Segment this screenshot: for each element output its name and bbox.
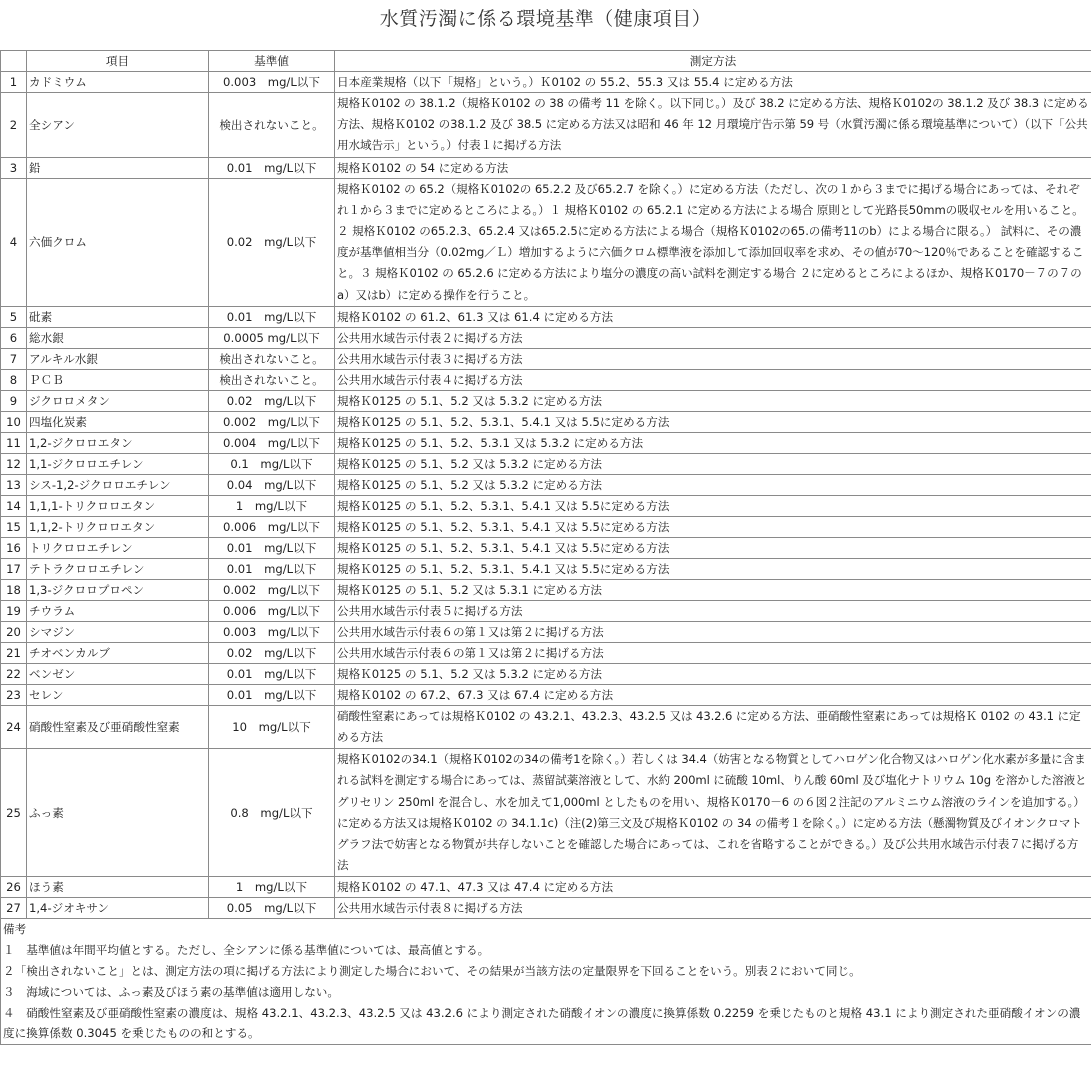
item-name: セレン: [27, 684, 209, 705]
table-row: [1, 684, 1091, 705]
standard-value: 0.8 mg/L以下: [209, 749, 335, 877]
item-name: 硝酸性窒素及び亜硝酸性窒素: [27, 705, 209, 748]
table-row: [1, 579, 1091, 600]
standard-value: 0.02 mg/L以下: [209, 642, 335, 663]
item-name: ベンゼン: [27, 663, 209, 684]
standard-value: 0.006 mg/L以下: [209, 600, 335, 621]
item-name: 1,1,1-トリクロロエタン: [27, 495, 209, 516]
measurement-method: 規格Ｋ0125 の 5.1、5.2 又は 5.3.1 に定める方法: [335, 579, 1091, 600]
table-row: [1, 474, 1091, 495]
table-row: [1, 178, 1091, 306]
row-number: 26: [1, 877, 27, 898]
row-number: 24: [1, 705, 27, 748]
item-name: 総水銀: [27, 327, 209, 348]
measurement-method: 規格Ｋ0125 の 5.1、5.2、5.3.1、5.4.1 又は 5.5に定める方法: [335, 516, 1091, 537]
measurement-method: 規格Ｋ0102の34.1（規格Ｋ0102の34の備考1を除く。）若しくは 34.4（妨害となる物質としてハロゲン化合物又はハロゲン化水素が多量に含まれる試料を測定する場合にあっては、蒸留試薬溶液として、水約 200ml に硫酸 10ml、りん酸 60ml 及び塩化ナトリウム 10g を溶かした溶液とグリセリン 250ml を混合し、水を加えて1,000ml としたものを用い、規格Ｋ0170－6 の６図２注記のアルミニウム溶液のラインを追加する。）に定める方法又は規格Ｋ0102 の 34.1.1c)（注(2)第三文及び規格Ｋ0102 の 34 の備考１を除く。）に定める方法（懸濁物質及びイオンクロマトグラフ法で妨害となる物質が共存しないことを確認した場合にあっては、これを省略することができる。）及び公共用水域告示付表７に掲げる方法: [335, 749, 1091, 877]
item-name: チウラム: [27, 600, 209, 621]
item-name: 1,1,2-トリクロロエタン: [27, 516, 209, 537]
standard-value: 0.1 mg/L以下: [209, 453, 335, 474]
item-name: 全シアン: [27, 93, 209, 158]
item-name: ジクロロメタン: [27, 390, 209, 411]
item-name: シス-1,2-ジクロロエチレン: [27, 474, 209, 495]
measurement-method: 規格Ｋ0125 の 5.1、5.2 又は 5.3.2 に定める方法: [335, 453, 1091, 474]
measurement-method: 規格Ｋ0125 の 5.1、5.2 又は 5.3.2 に定める方法: [335, 390, 1091, 411]
note-line: １ 基準値は年間平均値とする。ただし、全シアンに係る基準値については、最高値とする。: [3, 943, 490, 958]
standard-value: 0.01 mg/L以下: [209, 306, 335, 327]
item-name: ほう素: [27, 877, 209, 898]
standard-value: 0.003 mg/L以下: [209, 72, 335, 93]
notes-cell: [1, 919, 1091, 1045]
row-number: 20: [1, 621, 27, 642]
standard-value: 0.002 mg/L以下: [209, 411, 335, 432]
measurement-method: 公共用水域告示付表５に掲げる方法: [335, 600, 1091, 621]
row-number: 23: [1, 684, 27, 705]
table-row: [1, 432, 1091, 453]
item-name: 砒素: [27, 306, 209, 327]
measurement-method: 公共用水域告示付表３に掲げる方法: [335, 348, 1091, 369]
measurement-method: 規格Ｋ0125 の 5.1、5.2、5.3.1、5.4.1 又は 5.5に定める方法: [335, 411, 1091, 432]
note-line: ２「検出されないこと」とは、測定方法の項に掲げる方法により測定した場合において、その結果が当該方法の定量限界を下回ることをいう。別表２において同じ。: [3, 964, 861, 979]
standard-value: 0.05 mg/L以下: [209, 898, 335, 919]
measurement-method: 公共用水域告示付表６の第１又は第２に掲げる方法: [335, 621, 1091, 642]
measurement-method: 規格Ｋ0102 の 47.1、47.3 又は 47.4 に定める方法: [335, 877, 1091, 898]
table-row: [1, 537, 1091, 558]
standard-value: 0.004 mg/L以下: [209, 432, 335, 453]
page-title: 水質汚濁に係る環境基準（健康項目）: [379, 8, 712, 30]
row-number: 10: [1, 411, 27, 432]
measurement-method: 規格Ｋ0125 の 5.1、5.2、5.3.1 又は 5.3.2 に定める方法: [335, 432, 1091, 453]
table-row: [1, 369, 1091, 390]
standard-value: 0.006 mg/L以下: [209, 516, 335, 537]
item-name: ＰＣＢ: [27, 369, 209, 390]
standard-value: 0.02 mg/L以下: [209, 390, 335, 411]
table-row: [1, 306, 1091, 327]
table-row: [1, 558, 1091, 579]
table-row: [1, 93, 1091, 158]
standard-value: 0.003 mg/L以下: [209, 621, 335, 642]
measurement-method: 規格Ｋ0102 の 67.2、67.3 又は 67.4 に定める方法: [335, 684, 1091, 705]
row-number: 16: [1, 537, 27, 558]
table-body: [1, 72, 1091, 919]
measurement-method: 規格Ｋ0102 の 38.1.2（規格Ｋ0102 の 38 の備考 11 を除く。以下同じ。）及び 38.2 に定める方法、規格Ｋ0102の 38.1.2 及び 38.3 に定める方法、規格Ｋ0102 の38.1.2 及び 38.5 に定める方法又は昭和 46 年 12 月環境庁告示第 59 号（水質汚濁に係る環境基準について）（以下「公共用水域告示」という。）付表１に掲げる方法: [335, 93, 1091, 158]
measurement-method: 公共用水域告示付表８に掲げる方法: [335, 898, 1091, 919]
table-row: [1, 495, 1091, 516]
item-name: トリクロロエチレン: [27, 537, 209, 558]
notes-row: [1, 919, 1091, 1045]
measurement-method: 公共用水域告示付表２に掲げる方法: [335, 327, 1091, 348]
row-number: 8: [1, 369, 27, 390]
standard-value: 1 mg/L以下: [209, 877, 335, 898]
item-name: アルキル水銀: [27, 348, 209, 369]
row-number: 3: [1, 157, 27, 178]
table-row: [1, 898, 1091, 919]
row-number: 11: [1, 432, 27, 453]
row-number: 17: [1, 558, 27, 579]
row-number: 25: [1, 749, 27, 877]
measurement-method: 規格Ｋ0125 の 5.1、5.2 又は 5.3.2 に定める方法: [335, 474, 1091, 495]
item-name: 1,2-ジクロロエタン: [27, 432, 209, 453]
measurement-method: 公共用水域告示付表６の第１又は第２に掲げる方法: [335, 642, 1091, 663]
header-method: 測定方法: [335, 51, 1091, 72]
header-item: 項目: [27, 51, 209, 72]
table-row: [1, 327, 1091, 348]
table-row: [1, 453, 1091, 474]
row-number: 4: [1, 178, 27, 306]
item-name: ふっ素: [27, 749, 209, 877]
standard-value: 0.01 mg/L以下: [209, 558, 335, 579]
measurement-method: 規格Ｋ0125 の 5.1、5.2 又は 5.3.2 に定める方法: [335, 663, 1091, 684]
measurement-method: 公共用水域告示付表４に掲げる方法: [335, 369, 1091, 390]
standard-value: 0.01 mg/L以下: [209, 537, 335, 558]
item-name: シマジン: [27, 621, 209, 642]
item-name: カドミウム: [27, 72, 209, 93]
standard-value: 0.02 mg/L以下: [209, 178, 335, 306]
header-no: [1, 51, 27, 72]
standard-value: 10 mg/L以下: [209, 705, 335, 748]
row-number: 15: [1, 516, 27, 537]
row-number: 13: [1, 474, 27, 495]
standard-value: 0.002 mg/L以下: [209, 579, 335, 600]
measurement-method: 規格Ｋ0102 の 61.2、61.3 又は 61.4 に定める方法: [335, 306, 1091, 327]
item-name: 六価クロム: [27, 178, 209, 306]
standard-value: 0.04 mg/L以下: [209, 474, 335, 495]
measurement-method: 規格Ｋ0125 の 5.1、5.2、5.3.1、5.4.1 又は 5.5に定める方法: [335, 558, 1091, 579]
measurement-method: 規格Ｋ0102 の 65.2（規格Ｋ0102の 65.2.2 及び65.2.7 を除く。）に定める方法（ただし、次の１から３までに掲げる場合にあっては、それぞれ１から３までに定めるところによる。）１ 規格Ｋ0102 の 65.2.1 に定める方法による場合 原則として光路長50mmの吸収セルを用いること。２ 規格Ｋ0102 の65.2.3、65.2.4 又は65.2.5に定める方法による場合（規格Ｋ0102の65.の備考11のb）による場合に限る。） 試料に、その濃度が基準値相当分（0.02mg／Ｌ）増加するように六価クロム標準液を添加して添加回収率を求め、その値が70～120％であることを確認すること。３ 規格Ｋ0102 の 65.2.6 に定める方法により塩分の濃度の高い試料を測定する場合 ２に定めるところによるほか、規格Ｋ0170－７の７のa）又はb）に定める操作を行うこと。: [335, 178, 1091, 306]
table-row: [1, 642, 1091, 663]
standard-value: 0.01 mg/L以下: [209, 663, 335, 684]
standard-value: 0.01 mg/L以下: [209, 684, 335, 705]
row-number: 19: [1, 600, 27, 621]
note-line: ３ 海域については、ふっ素及びほう素の基準値は適用しない。: [3, 984, 339, 999]
table-row: [1, 72, 1091, 93]
row-number: 18: [1, 579, 27, 600]
row-number: 12: [1, 453, 27, 474]
row-number: 14: [1, 495, 27, 516]
measurement-method: 規格Ｋ0102 の 54 に定める方法: [335, 157, 1091, 178]
standard-value: 1 mg/L以下: [209, 495, 335, 516]
item-name: 1,3-ジクロロプロペン: [27, 579, 209, 600]
row-number: 7: [1, 348, 27, 369]
measurement-method: 硝酸性窒素にあっては規格Ｋ0102 の 43.2.1、43.2.3、43.2.5 又は 43.2.6 に定める方法、亜硝酸性窒素にあっては規格Ｋ 0102 の 43.1 に定める方法: [335, 705, 1091, 748]
standard-value: 0.01 mg/L以下: [209, 157, 335, 178]
measurement-method: 規格Ｋ0125 の 5.1、5.2、5.3.1、5.4.1 又は 5.5に定める方法: [335, 495, 1091, 516]
row-number: 2: [1, 93, 27, 158]
table-row: [1, 411, 1091, 432]
table-header-row: [1, 51, 1091, 72]
measurement-method: 規格Ｋ0125 の 5.1、5.2、5.3.1、5.4.1 又は 5.5に定める方法: [335, 537, 1091, 558]
row-number: 1: [1, 72, 27, 93]
table-row: [1, 749, 1091, 877]
item-name: 1,1-ジクロロエチレン: [27, 453, 209, 474]
row-number: 21: [1, 642, 27, 663]
table-row: [1, 157, 1091, 178]
table-row: [1, 516, 1091, 537]
header-standard: 基準値: [209, 51, 335, 72]
standard-value: 検出されないこと。: [209, 93, 335, 158]
standard-value: 検出されないこと。: [209, 369, 335, 390]
health-standards-table: [0, 50, 1091, 1045]
item-name: 鉛: [27, 157, 209, 178]
note-line: ４ 硝酸性窒素及び亜硝酸性窒素の濃度は、規格 43.2.1、43.2.3、43.2.5 又は 43.2.6 により測定された硝酸イオンの濃度に換算係数 0.2259 を乗じたものと規格 43.1 により測定された亜硝酸イオンの濃度に換算係数 0.3045 を乗じたものの和とする。: [3, 1005, 1081, 1041]
item-name: 1,4-ジオキサン: [27, 898, 209, 919]
item-name: 四塩化炭素: [27, 411, 209, 432]
row-number: 27: [1, 898, 27, 919]
table-row: [1, 877, 1091, 898]
table-row: [1, 705, 1091, 748]
table-row: [1, 390, 1091, 411]
standard-value: 検出されないこと。: [209, 348, 335, 369]
table-row: [1, 621, 1091, 642]
row-number: 22: [1, 663, 27, 684]
table-row: [1, 663, 1091, 684]
row-number: 6: [1, 327, 27, 348]
notes-header: 備考: [3, 922, 27, 937]
item-name: テトラクロロエチレン: [27, 558, 209, 579]
table-row: [1, 348, 1091, 369]
row-number: 5: [1, 306, 27, 327]
measurement-method: 日本産業規格（以下「規格」という。）Ｋ0102 の 55.2、55.3 又は 55.4 に定める方法: [335, 72, 1091, 93]
row-number: 9: [1, 390, 27, 411]
item-name: チオベンカルブ: [27, 642, 209, 663]
standard-value: 0.0005 mg/L以下: [209, 327, 335, 348]
table-row: [1, 600, 1091, 621]
